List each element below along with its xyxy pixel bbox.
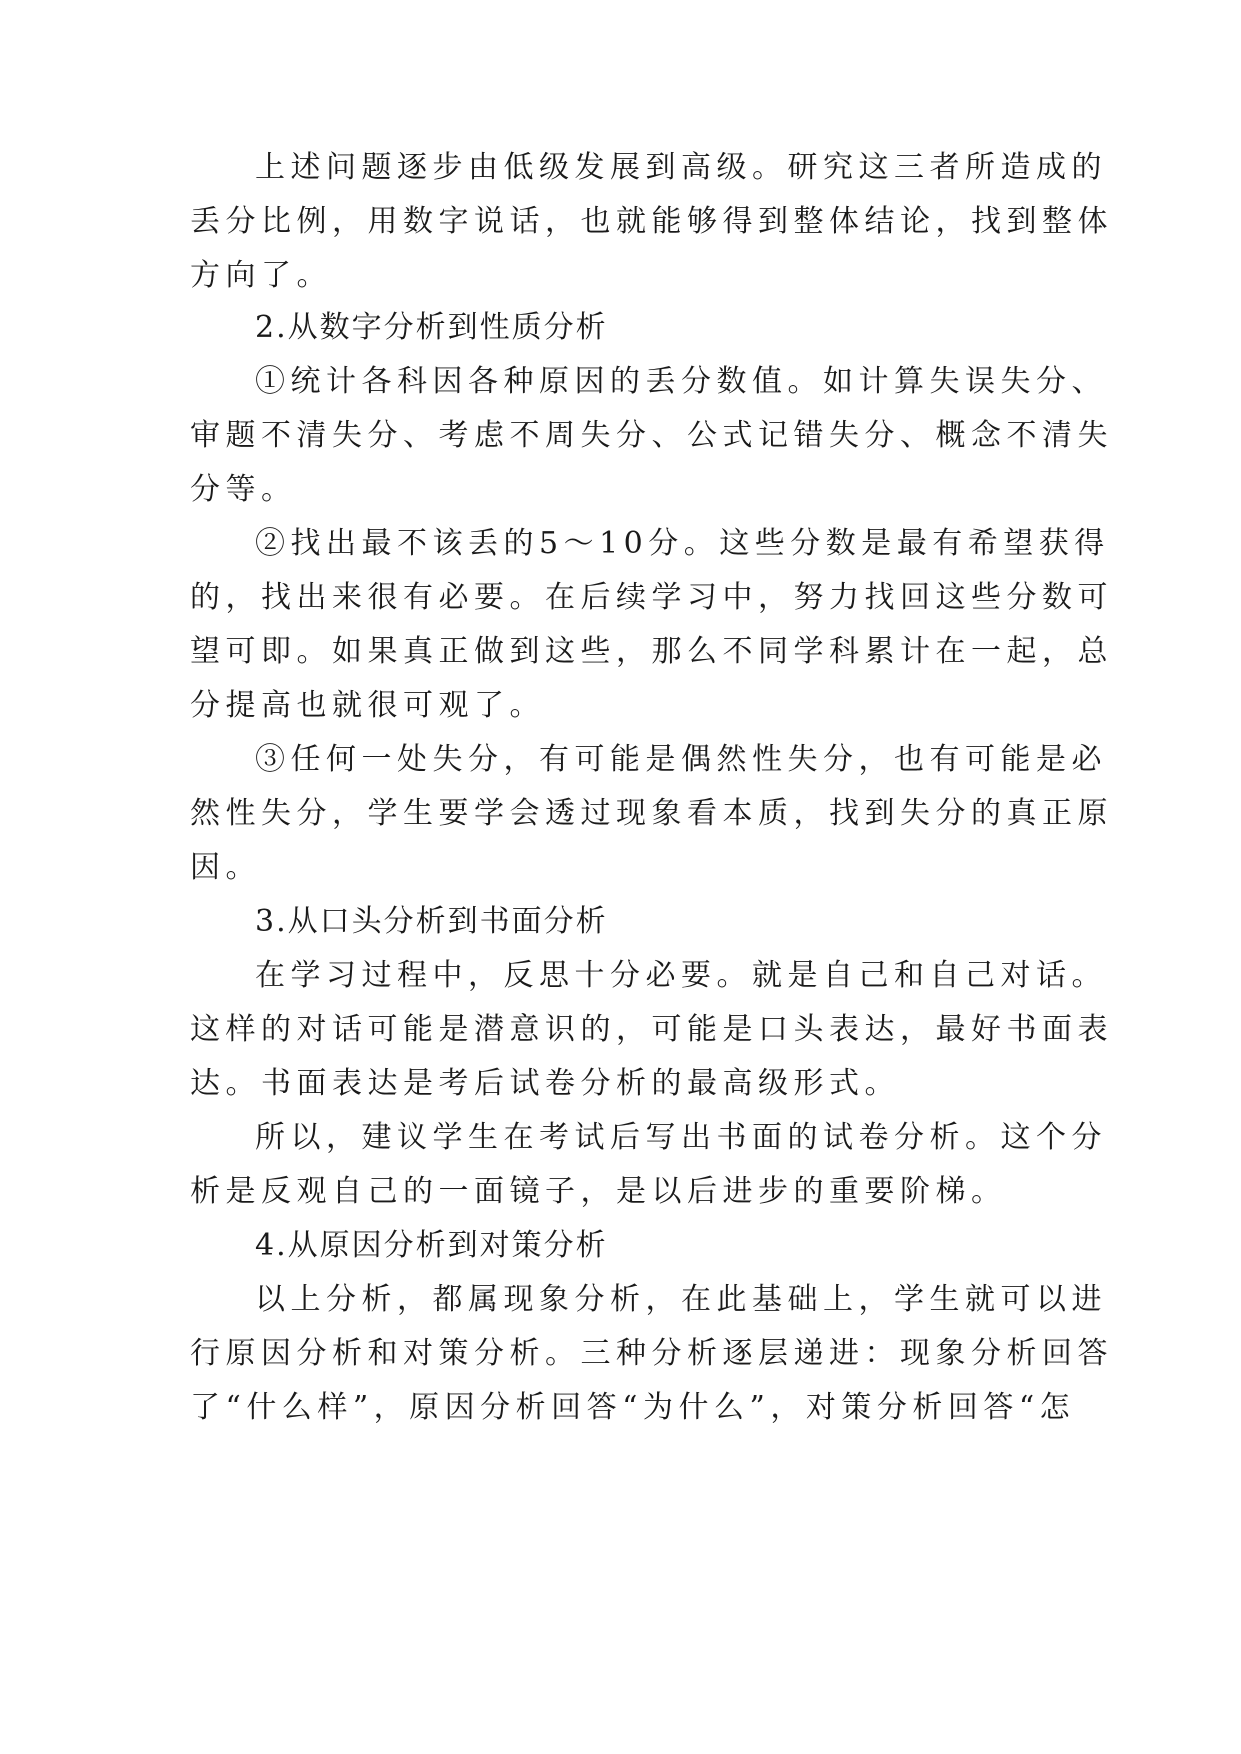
section-heading: 3.从口头分析到书面分析 — [255, 904, 608, 939]
paragraph-line: 达。书面表达是考后试卷分析的最高级形式。 — [190, 1066, 900, 1101]
paragraph-line: 的，找出来很有必要。在后续学习中，努力找回这些分数可 — [190, 580, 1113, 615]
paragraph-line: 行原因分析和对策分析。三种分析逐层递进：现象分析回答 — [190, 1336, 1113, 1371]
paragraph-line: 审题不清失分、考虑不周失分、公式记错失分、概念不清失 — [190, 418, 1113, 453]
paragraph-line: 这样的对话可能是潜意识的，可能是口头表达，最好书面表 — [190, 1012, 1113, 1047]
paragraph-line: 望可即。如果真正做到这些，那么不同学科累计在一起，总 — [190, 634, 1113, 669]
paragraph-line: ①统计各科因各种原因的丢分数值。如计算失误失分、 — [255, 364, 1107, 399]
paragraph-line: 分等。 — [190, 472, 297, 507]
paragraph-line: 然性失分，学生要学会透过现象看本质，找到失分的真正原 — [190, 796, 1113, 831]
paragraph-line: ③任何一处失分，有可能是偶然性失分，也有可能是必 — [255, 742, 1107, 777]
paragraph-line: 上述问题逐步由低级发展到高级。研究这三者所造成的 — [255, 150, 1107, 185]
paragraph-line: 方向了。 — [190, 258, 332, 293]
paragraph-line: 所以，建议学生在考试后写出书面的试卷分析。这个分 — [255, 1120, 1107, 1155]
paragraph-line: 分提高也就很可观了。 — [190, 688, 545, 723]
section-heading: 2.从数字分析到性质分析 — [255, 310, 608, 345]
paragraph-line: 析是反观自己的一面镜子，是以后进步的重要阶梯。 — [190, 1174, 1007, 1209]
paragraph-line: 在学习过程中，反思十分必要。就是自己和自己对话。 — [255, 958, 1107, 993]
paragraph-line: 因。 — [190, 850, 261, 885]
paragraph-line: 了“什么样”，原因分析回答“为什么”，对策分析回答“怎 — [190, 1390, 1076, 1425]
paragraph-line: ②找出最不该丢的5～10分。这些分数是最有希望获得 — [255, 526, 1110, 561]
section-heading: 4.从原因分析到对策分析 — [255, 1228, 608, 1263]
paragraph-line: 以上分析，都属现象分析，在此基础上，学生就可以进 — [255, 1282, 1107, 1317]
paragraph-line: 丢分比例，用数字说话，也就能够得到整体结论，找到整体 — [190, 204, 1113, 239]
